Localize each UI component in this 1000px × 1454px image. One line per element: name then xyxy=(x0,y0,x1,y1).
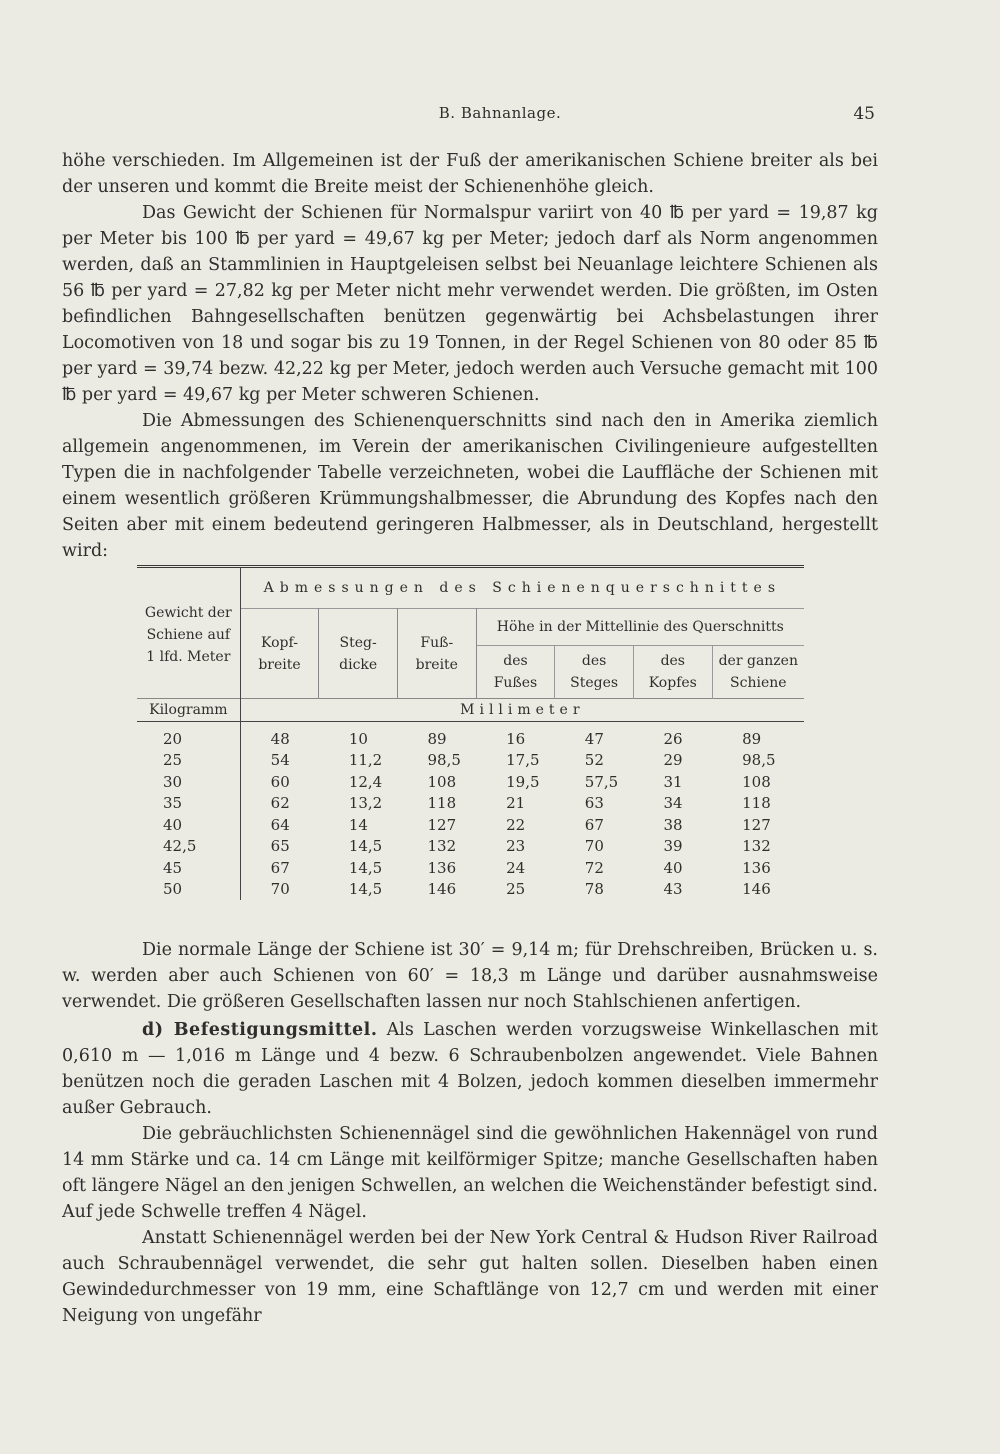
table-cell: 21 xyxy=(506,794,526,813)
table-row xyxy=(137,793,804,815)
table-cell: 57,5 xyxy=(584,772,619,791)
table-cell: 108 xyxy=(427,772,457,791)
table-cell: 78 xyxy=(584,880,604,899)
table-cell: 146 xyxy=(742,880,771,899)
table-cell: 70 xyxy=(270,880,290,899)
table-cell: 118 xyxy=(742,794,771,813)
table-cell: 89 xyxy=(427,729,447,748)
table-cell: 39 xyxy=(663,837,683,856)
unit-millimeter: Millimeter xyxy=(240,699,804,722)
paragraph: Die gebräuchlichsten Schienennägel sind die gewöhnlichen Hakennägel von rund 14 mm Stärke und ca. 14 cm Länge mit keilförmiger Spitze; manche Gesellschaften haben oft längere Nägel an den jenigen Schwellen, an welchen die Weichenständer befestigt sind. Auf jede Schwelle treffen 4 Nägel. xyxy=(62,1124,878,1222)
table-row xyxy=(137,771,804,793)
paragraph: Das Gewicht der Schienen für Normalspur variirt von 40 ℔ per yard = 19,87 kg per Meter bis 100 ℔ per yard = 49,67 kg per Meter; jedoch darf als Norm angenommen werden, daß an Stammlinien in Hauptgeleisen selbst bei Neuanlage leichtere Schienen als 56 ℔ per yard = 27,82 kg per Meter nicht mehr verwendet werden. Die größten, im Osten befindlichen Bahngesellschaften benützen gegenwärtig bei Achsbelastungen ihrer Locomotiven von 18 und sogar bis zu 19 Tonnen, in der Regel Schienen von 80 oder 85 ℔ per yard = 39,74 bezw. 42,22 kg per Meter, jedoch werden auch Versuche gemacht mit 100 ℔ per yard = 49,67 kg per Meter schweren Schienen. xyxy=(62,203,878,405)
table-cell: 67 xyxy=(584,815,604,834)
table-cell: 132 xyxy=(427,837,457,856)
table-cell: 22 xyxy=(506,815,526,834)
body-text-top xyxy=(62,148,878,564)
table-cell: 89 xyxy=(742,729,762,748)
paragraph xyxy=(62,1017,878,1121)
table-cell: 13,2 xyxy=(348,794,383,813)
table-row xyxy=(137,750,804,772)
header-h-ganz: der ganzen Schiene xyxy=(712,646,804,699)
table-cell: 26 xyxy=(663,729,683,748)
table-cell: 17,5 xyxy=(506,751,540,770)
table-cell: 35 xyxy=(137,793,240,815)
table-cell: 98,5 xyxy=(742,751,776,770)
table-row xyxy=(137,814,804,836)
table-cell: 136 xyxy=(742,858,771,877)
header-fussbreite: Fuß-breite xyxy=(397,609,476,699)
table-row xyxy=(137,857,804,879)
table-cell: 11,2 xyxy=(348,751,383,770)
table-cell: 12,4 xyxy=(348,772,383,791)
header-h-steg: des Steges xyxy=(555,646,634,699)
table-cell: 14,5 xyxy=(348,858,383,877)
table-cell: 14,5 xyxy=(348,837,383,856)
table-cell: 98,5 xyxy=(427,751,461,770)
table-cell: 16 xyxy=(506,729,526,748)
table-cell: 34 xyxy=(663,794,683,813)
table-cell: 60 xyxy=(270,772,290,791)
table-row xyxy=(137,836,804,858)
header-weight: Gewicht der Schiene auf 1 lfd. Meter xyxy=(137,567,240,699)
page-number: 45 xyxy=(853,104,875,124)
table-cell: 14 xyxy=(348,815,368,834)
table-cell: 50 xyxy=(137,879,240,901)
table-cell: 31 xyxy=(663,772,683,791)
header-stegdicke: Steg-dicke xyxy=(319,609,398,699)
header-hoehe: Höhe in der Mittellinie des Querschnitts xyxy=(476,609,804,646)
table-cell: 118 xyxy=(427,794,457,813)
table-cell: 30 xyxy=(137,771,240,793)
table-cell: 40 xyxy=(137,814,240,836)
table-cell: 64 xyxy=(270,815,290,834)
table-cell: 127 xyxy=(427,815,457,834)
header-dimensions: Abmessungen des Schienenquerschnittes xyxy=(263,580,782,596)
paragraph: Die normale Länge der Schiene ist 30′ = 9,14 m; für Drehschreiben, Brücken u. s. w. werden aber auch Schienen von 60′ = 18,3 m Länge und darüber ausnahmsweise verwendet. Die größeren Gesellschaften lassen nur noch Stahlschienen anfertigen. xyxy=(62,940,878,1012)
header-h-kopf: des Kopfes xyxy=(633,646,712,699)
table-cell: 40 xyxy=(663,858,683,877)
table-cell: 42,5 xyxy=(137,836,240,858)
table-cell: 10 xyxy=(348,729,368,748)
table-cell: 14,5 xyxy=(348,880,383,899)
table-cell: 54 xyxy=(270,751,290,770)
table-cell: 127 xyxy=(742,815,771,834)
table-row xyxy=(137,879,804,901)
table-cell: 67 xyxy=(270,858,290,877)
table-cell: 20 xyxy=(137,722,240,750)
table-cell: 132 xyxy=(742,837,771,856)
paragraph: Die Abmessungen des Schienenquerschnitts sind nach den in Amerika ziemlich allgemein angenommenen, im Verein der amerikanischen Civilingenieure aufgestellten Typen die in nachfolgender Tabelle verzeichneten, wobei die Lauffläche der Schienen mit einem wesentlich größeren Krümmungshalbmesser, die Abrundung des Kopfes nach den Seiten aber mit einem bedeutend geringeren Halbmesser, als in Deutschland, hergestellt wird: xyxy=(62,411,878,561)
table-cell: 24 xyxy=(506,858,526,877)
paragraph: höhe verschieden. Im Allgemeinen ist der Fuß der amerikanischen Schiene breiter als bei der unseren und kommt die Breite meist der Schienenhöhe gleich. xyxy=(62,151,878,197)
header-h-fuss: des Fußes xyxy=(476,646,555,699)
unit-kilogramm: Kilogramm xyxy=(137,699,240,722)
table-cell: 48 xyxy=(270,729,290,748)
table-cell: 29 xyxy=(663,751,683,770)
table-cell: 38 xyxy=(663,815,683,834)
table-cell: 19,5 xyxy=(506,772,540,791)
table-cell: 47 xyxy=(584,729,604,748)
table-row xyxy=(137,722,804,750)
table-cell: 52 xyxy=(584,751,604,770)
table-cell: 45 xyxy=(137,857,240,879)
running-title: B. Bahnanlage. xyxy=(438,104,562,122)
table-cell: 43 xyxy=(663,880,683,899)
paragraph-text: Als Laschen werden vorzugsweise Winkellaschen mit 0,610 m — 1,016 m Länge und 4 bezw. 6 Schraubenbolzen angewendet. Viele Bahnen benützen noch die geraden Laschen mit 4 Bolzen, jedoch kommen dieselben immermehr außer Gebrauch. xyxy=(62,1020,878,1118)
table-cell: 146 xyxy=(427,880,457,899)
table-cell: 72 xyxy=(584,858,604,877)
table-cell: 25 xyxy=(137,750,240,772)
table-cell: 62 xyxy=(270,794,290,813)
header-kopfbreite: Kopf-breite xyxy=(240,609,319,699)
table-cell: 23 xyxy=(506,837,526,856)
paragraph: Anstatt Schienennägel werden bei der New York Central & Hudson River Railroad auch Schraubennägel verwendet, die sehr gut halten sollen. Dieselben haben einen Gewindedurchmesser von 19 mm, eine Schaftlänge von 12,7 cm und werden mit einer Neigung von ungefähr xyxy=(62,1228,878,1326)
table-cell: 65 xyxy=(270,837,290,856)
rail-dimensions-table xyxy=(137,565,804,900)
page-header xyxy=(0,104,1000,130)
table-cell: 25 xyxy=(506,880,526,899)
section-heading: d) Befestigungsmittel. xyxy=(142,1020,378,1040)
body-text-bottom xyxy=(62,937,878,1329)
table-cell: 108 xyxy=(742,772,771,791)
table-cell: 136 xyxy=(427,858,457,877)
table-cell: 63 xyxy=(584,794,604,813)
table-cell: 70 xyxy=(584,837,604,856)
